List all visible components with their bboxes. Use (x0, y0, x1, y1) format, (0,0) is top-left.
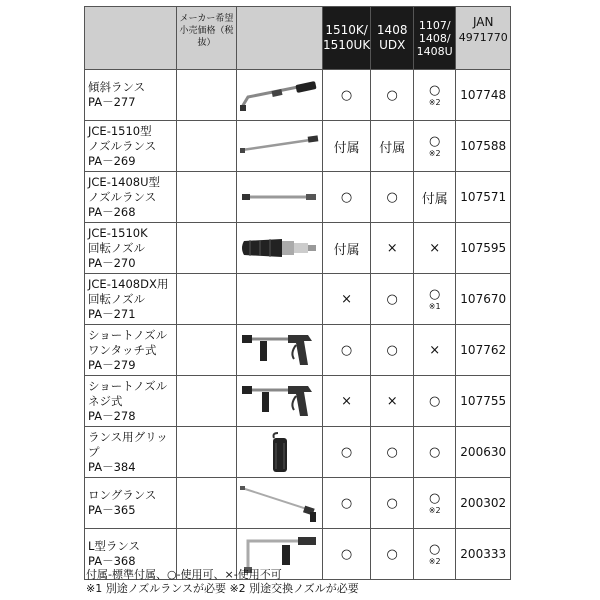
legend-text: 付属-標準付属、○-使用可、×-使用不可 (86, 568, 282, 581)
product-image-cell (237, 427, 323, 478)
price-cell (177, 427, 237, 478)
compatibility-mark: 付属 (379, 140, 406, 156)
product-name-line: ネジ式 (88, 393, 123, 408)
jan-code-cell: 200302 (456, 478, 511, 529)
footnote-ref: ※2 (428, 506, 441, 515)
compatibility-mark-cell (414, 274, 456, 325)
compatibility-mark-cell (414, 121, 456, 172)
compatibility-mark: ○ (386, 342, 398, 358)
jan-label: JAN (472, 15, 494, 29)
compatibility-mark-cell (371, 274, 414, 325)
model-label: 1408U (416, 44, 453, 58)
product-name-line: PA－365 (88, 503, 136, 517)
spray-gun-icon (237, 327, 322, 373)
product-name-line: PA－271 (88, 306, 136, 321)
product-name-line: ショートノズル (88, 378, 168, 393)
compatibility-mark-cell (371, 529, 414, 580)
compatibility-mark: ○ (340, 87, 353, 103)
footnote-ref: ※2 (428, 98, 441, 107)
compatibility-mark-cell (371, 478, 414, 529)
product-name-line: JCE-1510型 (88, 123, 152, 138)
price-cell (177, 376, 237, 427)
table-row (85, 274, 511, 325)
compatibility-mark-cell (414, 325, 456, 376)
price-label-2: 小売価格（税抜） (179, 26, 234, 48)
compatibility-mark: ○ (340, 546, 353, 562)
price-cell (177, 121, 237, 172)
compatibility-mark: × (386, 240, 398, 256)
product-name-cell (85, 427, 177, 478)
note-text: ※1 別途ノズルランスが必要 ※2 別途交換ノズルが必要 (86, 582, 359, 595)
compatibility-mark: ○ (386, 444, 398, 460)
header-image-cell (237, 7, 323, 70)
long-lance-icon (237, 480, 322, 526)
compatibility-mark: ○ (429, 134, 441, 149)
compatibility-mark: ○ (340, 189, 353, 205)
compatibility-mark-cell (371, 376, 414, 427)
footnote-ref: ※1 (428, 302, 441, 311)
table-row (85, 223, 511, 274)
compatibility-mark-cell (414, 376, 456, 427)
product-name-cell (85, 325, 177, 376)
product-name-line: PA－270 (88, 255, 136, 270)
product-name-line: JCE-1408U型 (88, 174, 161, 189)
product-name-line: ノズルランス (88, 189, 157, 204)
angled-lance-icon (237, 73, 322, 117)
product-image-cell (237, 172, 323, 223)
product-name-line: 回転ノズル (88, 291, 146, 306)
jan-code-cell: 107755 (456, 376, 511, 427)
grip-icon (237, 429, 322, 475)
product-name-line: ショートノズル (88, 327, 168, 342)
model-label: 1107/ (418, 18, 451, 32)
compatibility-mark-cell (323, 70, 371, 121)
compatibility-mark-cell (414, 427, 456, 478)
model-label: UDX (379, 38, 406, 52)
product-name-line: PA－269 (88, 153, 136, 168)
price-cell (177, 274, 237, 325)
price-cell (177, 478, 237, 529)
compatibility-mark-cell (323, 121, 371, 172)
price-cell (177, 172, 237, 223)
compatibility-mark: ○ (429, 491, 441, 506)
price-label-1: メーカー希望 (179, 14, 234, 24)
compatibility-mark: × (386, 393, 398, 409)
compatibility-mark-cell (414, 529, 456, 580)
product-name-line: PA－384 (88, 459, 136, 474)
compatibility-mark-cell (323, 376, 371, 427)
compatibility-table (84, 6, 511, 580)
product-image-cell (237, 274, 323, 325)
product-name-line: PA－277 (88, 95, 136, 109)
product-name-line: ノズルランス (88, 138, 157, 153)
straight-lance-icon (237, 124, 322, 168)
header-jan (456, 7, 511, 70)
jan-prefix: 4971770 (458, 31, 508, 44)
header-model-1510k (323, 7, 371, 70)
product-name-line: 傾斜ランス (88, 80, 146, 94)
product-image-cell (237, 376, 323, 427)
product-name-line: 回転ノズル (88, 240, 146, 255)
compatibility-mark: ○ (429, 393, 441, 409)
table-row (85, 478, 511, 529)
price-cell (177, 70, 237, 121)
compatibility-mark: ○ (429, 444, 441, 460)
compatibility-mark-cell (414, 172, 456, 223)
compatibility-mark-cell (323, 478, 371, 529)
product-name-line: JCE-1408DX用 (88, 276, 169, 291)
compatibility-mark: × (341, 393, 353, 409)
jan-code-cell: 107762 (456, 325, 511, 376)
compatibility-mark-cell (323, 325, 371, 376)
product-image-cell (237, 70, 323, 121)
compatibility-mark-cell (371, 427, 414, 478)
compatibility-mark-cell (414, 223, 456, 274)
compatibility-mark: ○ (386, 87, 398, 103)
product-name-line: PA－279 (88, 357, 136, 372)
spray-gun-screw-icon (237, 378, 322, 424)
compatibility-mark: × (341, 291, 353, 307)
table-row (85, 427, 511, 478)
jan-code-cell: 107571 (456, 172, 511, 223)
compatibility-mark: ○ (340, 444, 353, 460)
product-name-line: ランス用グリップ (88, 429, 168, 459)
compatibility-mark-cell (414, 478, 456, 529)
model-label: 1510UK (323, 38, 371, 52)
compatibility-table-wrap (84, 6, 511, 580)
price-cell (177, 223, 237, 274)
compatibility-mark: ○ (386, 546, 398, 562)
table-row (85, 172, 511, 223)
jan-code-cell: 107748 (456, 70, 511, 121)
compatibility-mark-cell (371, 172, 414, 223)
table-row (85, 325, 511, 376)
model-label: 1408 (376, 23, 408, 37)
compatibility-mark: × (429, 342, 441, 358)
compatibility-mark-cell (414, 70, 456, 121)
product-name-cell (85, 172, 177, 223)
product-image-cell (237, 223, 323, 274)
product-name-cell (85, 223, 177, 274)
table-row (85, 70, 511, 121)
product-name-line: JCE-1510K (88, 225, 148, 240)
header-name-cell (85, 7, 177, 70)
footer-notes (86, 568, 359, 596)
compatibility-mark: ○ (340, 495, 353, 511)
header-model-1408udx (371, 7, 414, 70)
header-row (85, 7, 511, 70)
table-row (85, 376, 511, 427)
short-lance-icon (237, 175, 322, 219)
product-name-line: L型ランス (88, 539, 141, 553)
product-name-cell (85, 121, 177, 172)
compatibility-mark-cell (323, 274, 371, 325)
compatibility-mark: ○ (429, 287, 441, 302)
product-image-cell (237, 325, 323, 376)
jan-code-cell: 107670 (456, 274, 511, 325)
compatibility-mark: ○ (386, 291, 398, 307)
footnote-ref: ※2 (428, 557, 441, 566)
product-name-cell (85, 376, 177, 427)
header-model-1107 (414, 7, 456, 70)
compatibility-mark-cell (323, 427, 371, 478)
compatibility-mark: × (429, 240, 441, 256)
jan-code-cell: 200333 (456, 529, 511, 580)
compatibility-mark: ○ (386, 189, 398, 205)
product-name-line: ワンタッチ式 (88, 342, 157, 357)
product-name-line: PA－368 (88, 554, 136, 568)
product-name-cell (85, 70, 177, 121)
model-label: 1408/ (418, 31, 451, 45)
jan-code-cell: 107588 (456, 121, 511, 172)
compatibility-mark-cell (371, 223, 414, 274)
product-name-line: PA－268 (88, 204, 136, 219)
product-image-cell (237, 478, 323, 529)
compatibility-mark: ○ (386, 495, 398, 511)
compatibility-mark-cell (371, 70, 414, 121)
jan-code-cell: 107595 (456, 223, 511, 274)
compatibility-mark: ○ (429, 83, 441, 98)
compatibility-mark: ○ (429, 542, 441, 557)
product-name-cell (85, 274, 177, 325)
rotary-nozzle-icon (237, 225, 322, 271)
model-label: 1510K/ (325, 23, 368, 37)
compatibility-mark: 付属 (333, 140, 360, 156)
compatibility-mark-cell (323, 223, 371, 274)
product-image-cell (237, 121, 323, 172)
compatibility-mark-cell (323, 172, 371, 223)
price-cell (177, 325, 237, 376)
header-price-cell (177, 7, 237, 70)
compatibility-mark: ○ (340, 342, 353, 358)
compatibility-mark-cell (371, 121, 414, 172)
product-name-line: ロングランス (88, 488, 157, 502)
product-name-line: PA－278 (88, 408, 136, 423)
compatibility-mark: 付属 (421, 191, 448, 207)
compatibility-mark: 付属 (333, 242, 360, 258)
product-name-cell (85, 478, 177, 529)
table-row (85, 121, 511, 172)
compatibility-mark-cell (371, 325, 414, 376)
footnote-ref: ※2 (428, 149, 441, 158)
jan-code-cell: 200630 (456, 427, 511, 478)
